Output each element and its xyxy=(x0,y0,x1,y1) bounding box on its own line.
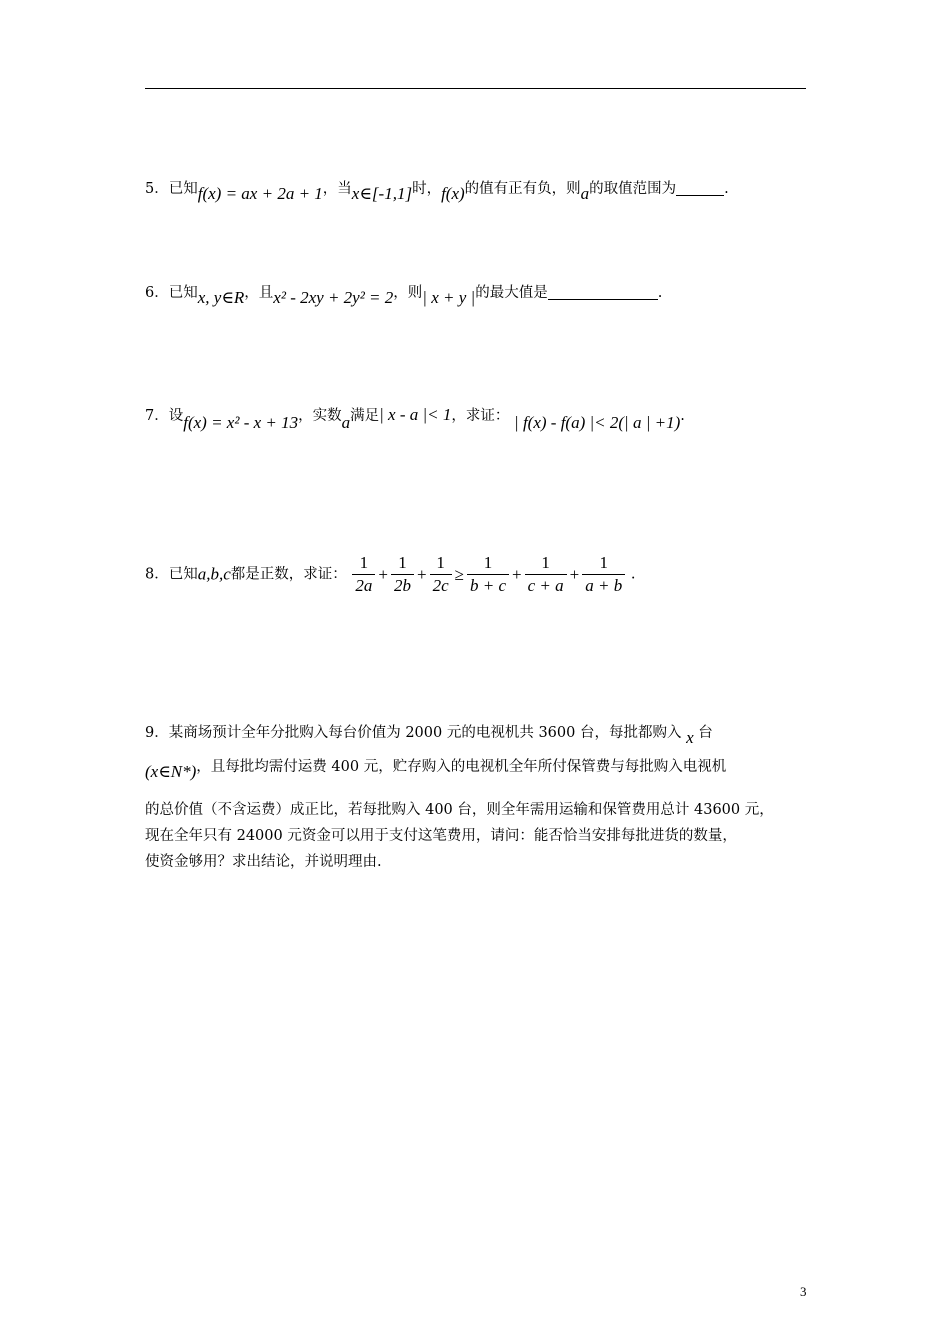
q7-variable: a xyxy=(341,413,351,432)
q9-domain: (x∈N*) xyxy=(145,762,197,781)
question-9-line-5 xyxy=(145,852,382,872)
q8-frac-6-num: 1 xyxy=(582,552,625,575)
q5-text-5: 的取值范围为 xyxy=(589,181,677,197)
q9-text-4: 现在全年只有 24000 元资金可以用于支付这笔费用，请问：能否恰当安排每批进货的数量， xyxy=(145,828,737,844)
q5-text-4: 的值有正有负，则 xyxy=(464,181,581,197)
q7-number: 7． xyxy=(145,408,169,424)
q8-frac-6-den: a + b xyxy=(585,576,623,595)
question-9-line-4 xyxy=(145,826,737,846)
q7-condition: | x - a |< 1 xyxy=(379,405,452,424)
q8-plus-3: + xyxy=(512,564,522,584)
q8-frac-1-num: 1 xyxy=(352,552,375,575)
question-9-line-1 xyxy=(145,722,713,747)
question-6 xyxy=(145,282,663,307)
page-number: 3 xyxy=(800,1284,807,1299)
question-9-line-2 xyxy=(145,756,727,781)
q7-text-3: 满足 xyxy=(350,408,380,424)
q8-frac-5-num: 1 xyxy=(525,552,567,575)
header-rule xyxy=(145,88,806,89)
q5-text-1: 已知 xyxy=(168,181,198,197)
q8-plus-4: + xyxy=(569,564,580,584)
q8-frac-1-den: 2a xyxy=(355,576,373,595)
q8-frac-5-den: c + a xyxy=(527,576,564,595)
q8-geq: ≥ xyxy=(454,564,464,584)
q8-fraction-6 xyxy=(582,552,625,597)
q6-equation: x² - 2xy + 2y² = 2 xyxy=(273,288,394,307)
q9-text-3: 的总价值（不含运费）成正比，若每批购入 400 台，则全年需用运输和保管费用总计 43600 元， xyxy=(145,802,774,818)
q6-absolute: | x + y | xyxy=(422,288,476,307)
q5-function: f(x) = ax + 2a + 1 xyxy=(197,184,323,203)
q5-condition: x∈[-1,1] xyxy=(351,184,413,203)
q5-text-3: 时， xyxy=(412,181,442,197)
q8-text-2: 都是正数，求证： xyxy=(230,566,347,583)
q9-variable: x xyxy=(686,728,694,747)
q8-frac-3-den: 2c xyxy=(432,576,449,595)
q8-fraction-1 xyxy=(352,552,375,597)
q7-text-4: ，求证： xyxy=(451,408,510,424)
q9-text-5: 使资金够用？求出结论，并说明理由. xyxy=(145,854,382,870)
question-8 xyxy=(145,552,635,597)
q7-text-2: ，实数 xyxy=(298,408,342,424)
q9-text-1: 9．某商场预计全年分批购入每台价值为 2000 元的电视机共 3600 台，每批都购入 xyxy=(145,725,682,741)
q6-text-1: 已知 xyxy=(168,285,198,301)
q6-text-3: ，则 xyxy=(393,285,423,301)
q8-frac-2-num: 1 xyxy=(391,552,414,575)
q7-function: f(x) = x² - x + 13 xyxy=(183,413,299,432)
q5-variable: a xyxy=(580,184,590,203)
q5-period: . xyxy=(724,181,729,197)
question-7 xyxy=(145,405,685,432)
q8-plus-1: + xyxy=(378,564,388,584)
q6-number: 6． xyxy=(145,285,169,301)
q6-text-4: 的最大值是 xyxy=(475,285,548,301)
q9-text-2: ，且每批均需付运费 400 元，贮存购入的电视机全年所付保管费与每批购入电视机 xyxy=(196,759,727,775)
q8-plus-2: + xyxy=(416,564,427,584)
q5-text-2: ，当 xyxy=(322,181,352,197)
question-5 xyxy=(145,178,729,203)
q7-period: . xyxy=(680,408,685,424)
q8-fraction-3 xyxy=(430,552,452,597)
q7-claim: | f(x) - f(a) |< 2(| a | +1) xyxy=(514,413,681,432)
q6-period: . xyxy=(657,285,663,301)
q9-text-1b: 台 xyxy=(698,725,713,741)
q5-answer-blank[interactable] xyxy=(676,181,724,196)
q5-function-ref: f(x) xyxy=(441,184,465,203)
q8-frac-4-den: b + c xyxy=(469,576,506,595)
q8-text-1: 已知 xyxy=(168,566,198,583)
q5-number: 5． xyxy=(145,181,169,197)
q7-text-1: 设 xyxy=(168,408,184,424)
q8-frac-2-den: 2b xyxy=(393,576,411,595)
question-9-line-3 xyxy=(145,800,774,820)
q8-frac-3-num: 1 xyxy=(430,552,452,575)
q8-variables: a,b,c xyxy=(197,564,231,584)
q8-number: 8． xyxy=(145,566,169,583)
q8-fraction-2 xyxy=(391,552,414,597)
q6-text-2: ，且 xyxy=(244,285,274,301)
q8-fraction-5 xyxy=(525,552,567,597)
q6-condition: x, y∈R xyxy=(197,288,245,307)
q6-answer-blank[interactable] xyxy=(548,285,658,300)
q8-frac-4-num: 1 xyxy=(467,552,509,575)
q8-period: . xyxy=(630,566,636,583)
q8-fraction-4 xyxy=(467,552,509,597)
